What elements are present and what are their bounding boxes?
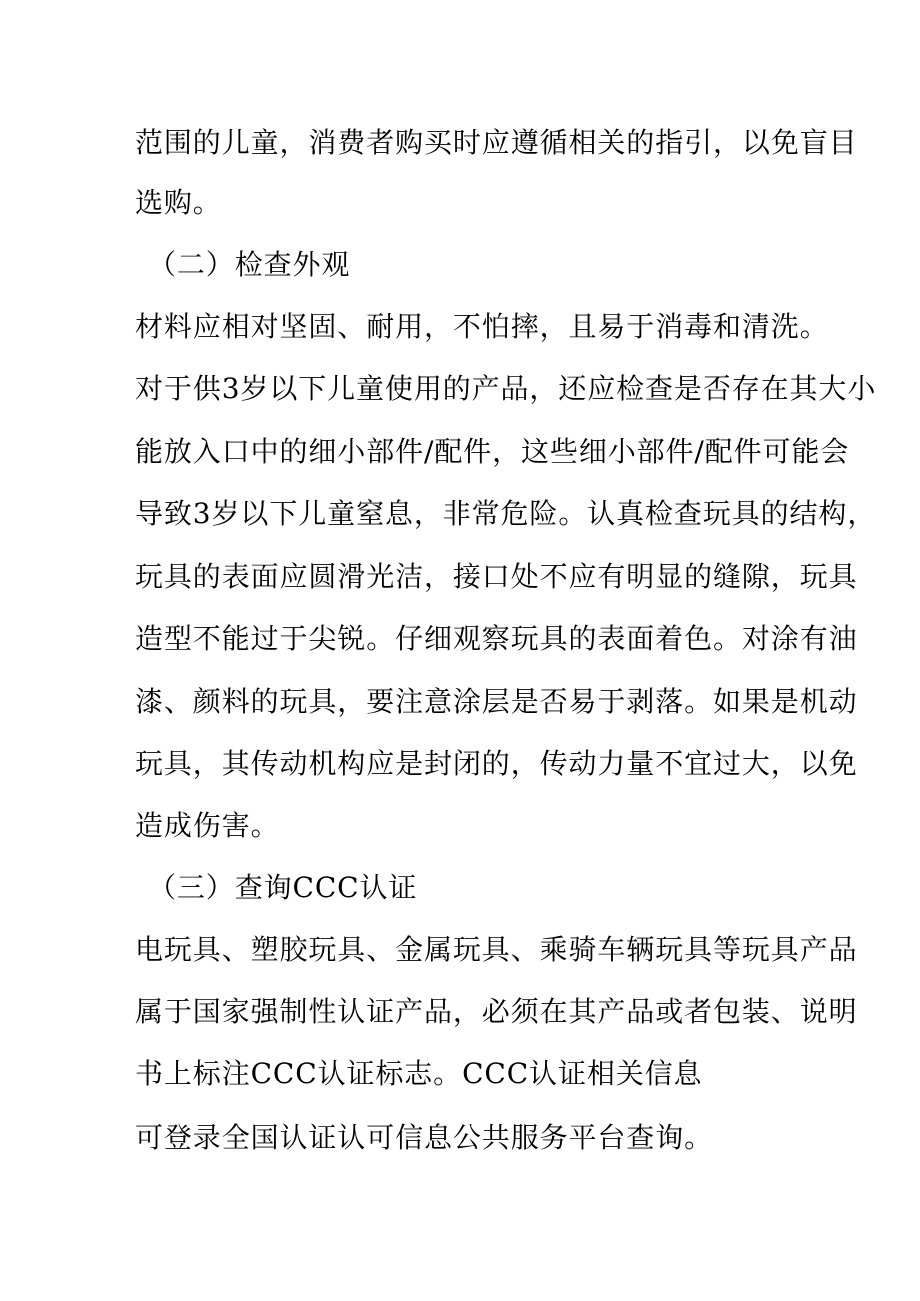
paragraph-2b-line-4: 玩具的表面应圆滑光洁，接口处不应有明显的缝隙，玩具 [135, 560, 858, 593]
paragraph-2b-line-2: 能放入口中的细小部件/配件，这些细小部件/配件可能会 [135, 435, 850, 468]
paragraph-2b-line-7: 玩具，其传动机构应是封闭的，传动力量不宜过大，以免 [135, 747, 858, 780]
paragraph-2a-line-1: 材料应相对坚固、耐用，不怕摔，且易于消毒和清洗。 [135, 310, 829, 343]
paragraph-3b-line-1: 可登录全国认证认可信息公共服务平台查询。 [135, 1121, 714, 1154]
paragraph-2b-line-3: 导致3岁以下儿童窒息，非常危险。认真检查玩具的结构， [135, 497, 877, 530]
section-heading-2: （二）检查外观 [148, 248, 351, 281]
paragraph-3a-line-2: 属于国家强制性认证产品，必须在其产品或者包装、说明 [135, 995, 858, 1028]
paragraph-2b-line-1: 对于供3岁以下儿童使用的产品，还应检查是否存在其大小 [135, 372, 877, 405]
paragraph-3a-line-3: 书上标注CCC认证标志。CCC认证相关信息 [135, 1057, 703, 1090]
paragraph-2b-line-8: 造成伤害。 [135, 809, 280, 842]
paragraph-3a-line-1: 电玩具、塑胶玩具、金属玩具、乘骑车辆玩具等玩具产品 [135, 933, 858, 966]
paragraph-2b-line-6: 漆、颜料的玩具，要注意涂层是否易于剥落。如果是机动 [135, 685, 858, 718]
paragraph-1-line-1: 范围的儿童，消费者购买时应遵循相关的指引，以免盲目 [135, 126, 858, 159]
section-heading-3: （三）查询CCC认证 [148, 871, 418, 904]
paragraph-2b-line-5: 造型不能过于尖锐。仔细观察玩具的表面着色。对涂有油 [135, 622, 858, 655]
paragraph-1-line-2: 选购。 [135, 186, 222, 219]
